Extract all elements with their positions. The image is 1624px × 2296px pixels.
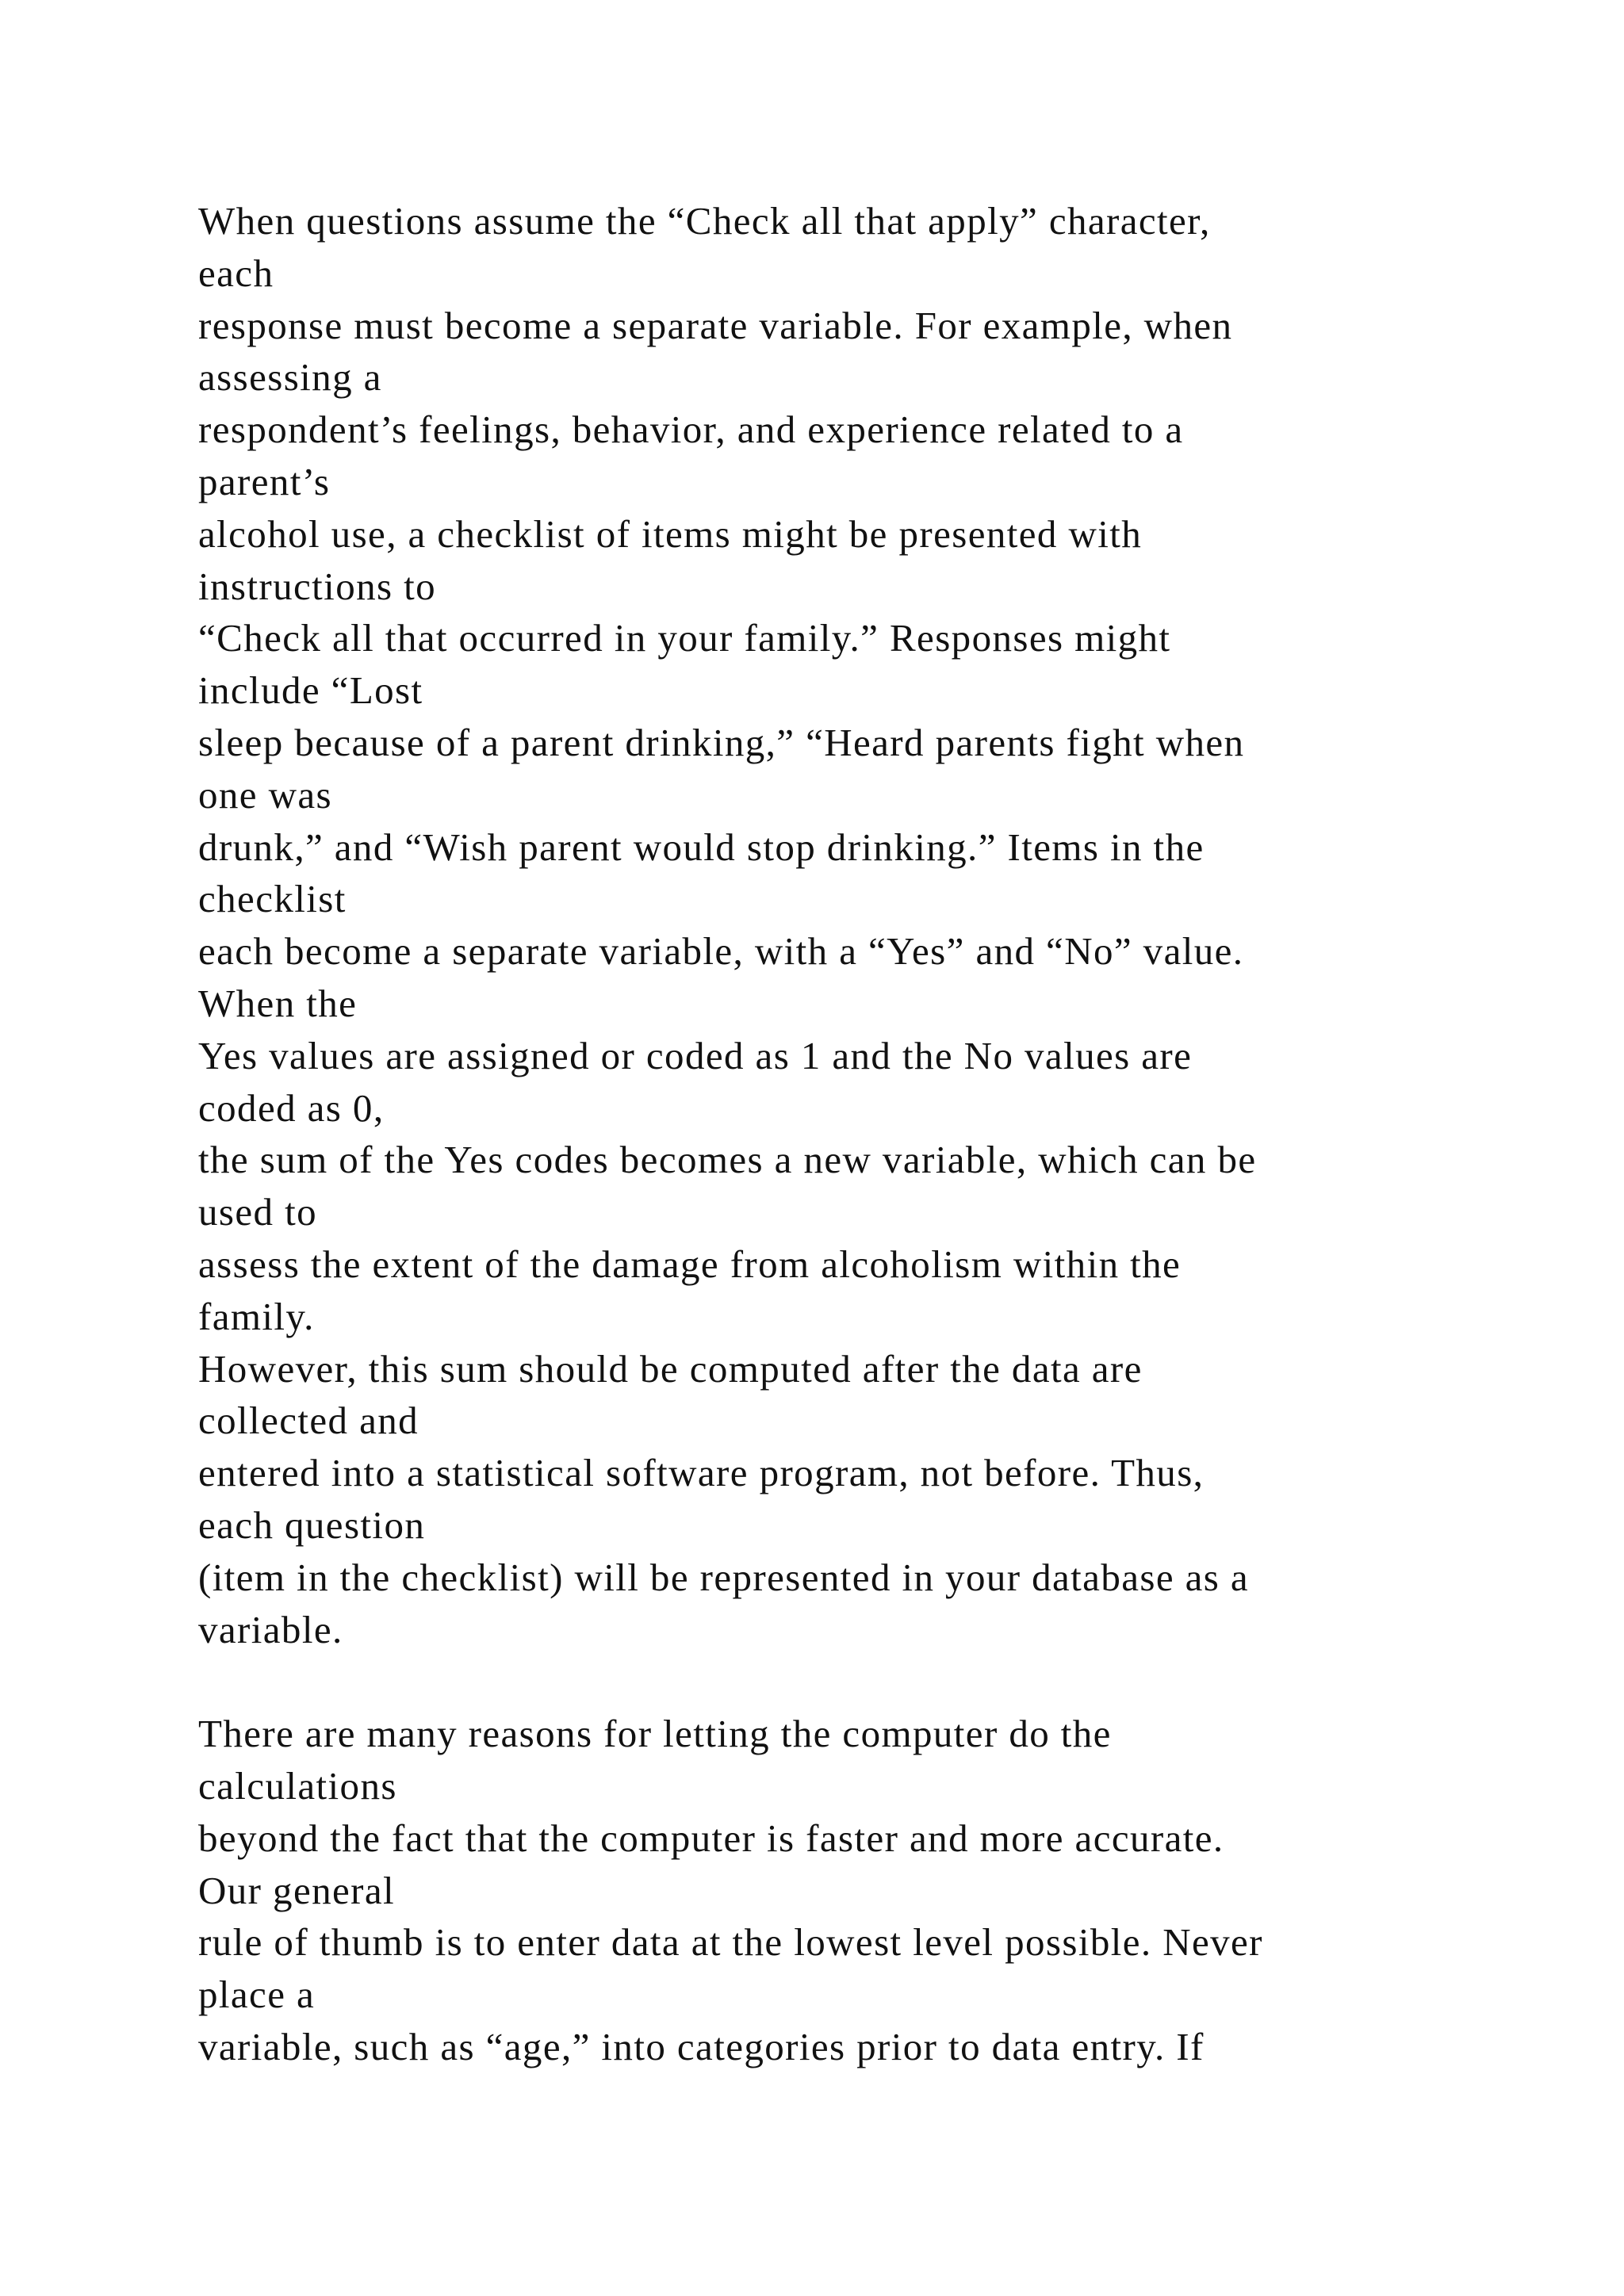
text-line: entered into a statistical software program, not before. Thus,: [198, 1451, 1205, 1495]
text-line: When questions assume the “Check all that apply” character,: [198, 199, 1211, 243]
text-line: assessing a: [198, 355, 382, 400]
text-line: However, this sum should be computed after the data are: [198, 1346, 1143, 1391]
text-line: alcohol use, a checklist of items might be presented with: [198, 511, 1143, 556]
text-line: the sum of the Yes codes becomes a new variable, which can be: [198, 1138, 1257, 1182]
text-line: collected and: [198, 1399, 419, 1443]
text-line: sleep because of a parent drinking,” “Heard parents fight when: [198, 720, 1245, 764]
text-line: beyond the fact that the computer is faster and more accurate.: [198, 1816, 1224, 1860]
text-line: place a: [198, 1973, 316, 2017]
text-line: each become a separate variable, with a “Yes” and “No” value.: [198, 929, 1244, 974]
document-text: [198, 195, 1546, 2073]
text-line: variable.: [198, 1607, 343, 1651]
text-line: assess the extent of the damage from alcoholism within the: [198, 1242, 1182, 1286]
text-line: checklist: [198, 877, 347, 921]
text-line: drunk,” and “Wish parent would stop drinking.” Items in the: [198, 825, 1205, 869]
paragraph-spacer: [198, 1655, 1546, 1708]
text-line: Our general: [198, 1868, 396, 1912]
text-line: rule of thumb is to enter data at the lowest level possible. Never: [198, 1920, 1263, 1965]
text-line: each: [198, 251, 274, 295]
text-line: used to: [198, 1190, 317, 1234]
text-line: respondent’s feelings, behavior, and experience related to a: [198, 408, 1184, 452]
paragraph-1: [198, 195, 1546, 1655]
text-line: parent’s: [198, 459, 331, 503]
text-line: There are many reasons for letting the computer do the: [198, 1712, 1112, 1756]
text-line: When the: [198, 981, 358, 1025]
text-line: “Check all that occurred in your family.” Responses might: [198, 616, 1171, 660]
text-line: family.: [198, 1294, 315, 1338]
text-line: (item in the checklist) will be represented in your database as a: [198, 1555, 1250, 1599]
text-line: variable, such as “age,” into categories prior to data entry. If: [198, 2024, 1205, 2068]
text-line: calculations: [198, 1763, 397, 1808]
text-line: response must become a separate variable. For example, when: [198, 303, 1233, 347]
paragraph-2: [198, 1708, 1546, 2073]
text-line: each question: [198, 1502, 426, 1547]
text-line: instructions to: [198, 564, 437, 608]
text-line: coded as 0,: [198, 1085, 385, 1130]
text-line: one was: [198, 772, 333, 817]
text-line: include “Lost: [198, 668, 423, 713]
text-line: Yes values are assigned or coded as 1 and the No values are: [198, 1033, 1193, 1077]
